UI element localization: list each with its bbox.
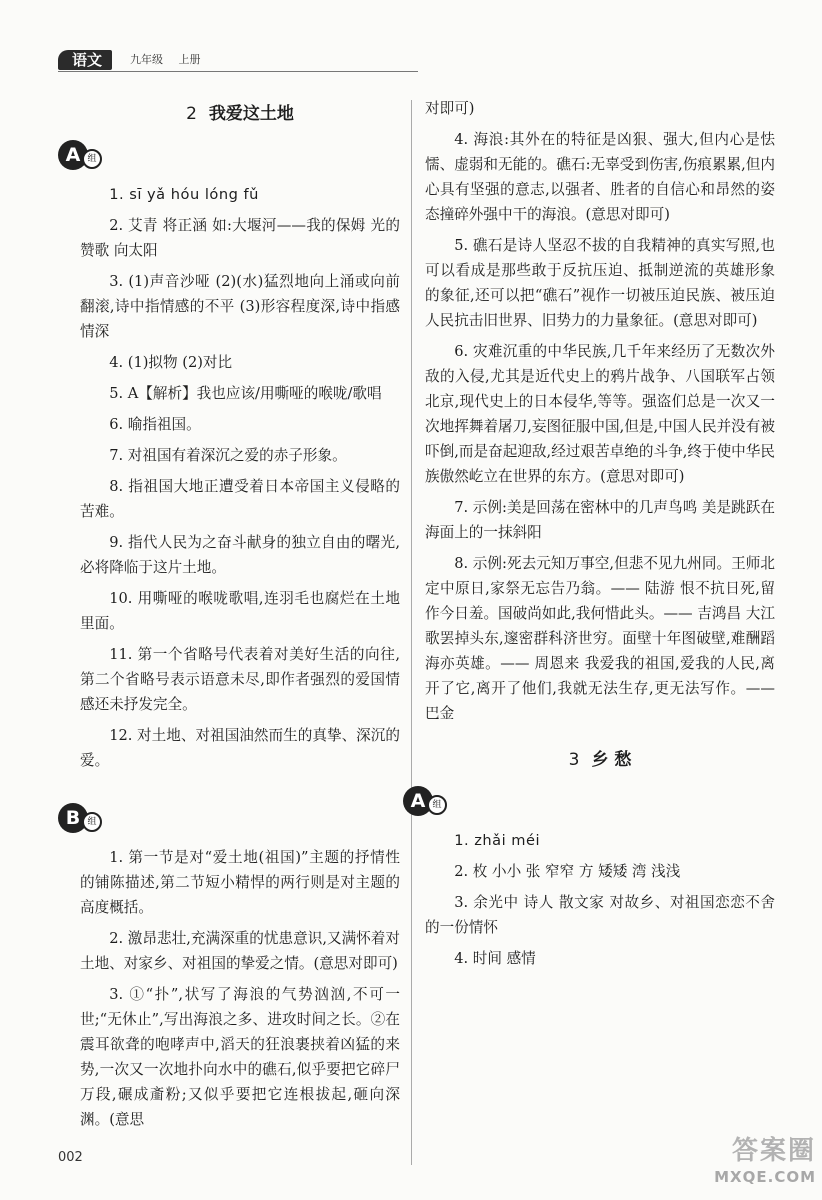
answer-item: 2. 激昂悲壮,充满深重的忧患意识,又满怀着对土地、对家乡、对祖国的挚爱之情。(意思对即可) xyxy=(80,930,400,972)
answer-item: 3. (1)声音沙哑 (2)(水)猛烈地向上涌或向前翻滚,诗中指情感的不平 (3)形容程度深,诗中指感情深 xyxy=(80,273,400,340)
grade-volume-label xyxy=(130,52,213,68)
section-title-text: 我爱这土地 xyxy=(208,104,294,124)
page-number: 002 xyxy=(58,1150,83,1165)
group-b-badge xyxy=(58,803,104,833)
group-a-badge xyxy=(403,786,449,816)
answer-item: 7. 对祖国有着深沉之爱的赤子形象。 xyxy=(109,447,347,464)
answer-item: 1. 第一节是对“爱土地(祖国)”主题的抒情性的铺陈描述,第二节短小精悍的两行则是对主题的高度概括。 xyxy=(80,849,400,916)
answer-item: 7. 示例:美是回荡在密林中的几声鸟鸣 美是跳跃在海面上的一抹斜阳 xyxy=(425,499,775,541)
answer-item: 3. ①“扑”,状写了海浪的气势汹汹,不可一世;“无休止”,写出海浪之多、进攻时间之长。②在震耳欲聋的咆哮声中,滔天的狂浪裹挟着凶猛的来势,一次又一次地扑向水中的礁石,似乎要把它碎尸万段,碾成齑粉;又似乎要把它连根拔起,砸向深渊。(意思 xyxy=(80,986,400,1128)
answer-continuation: 对即可) xyxy=(425,100,475,117)
column-divider xyxy=(411,100,412,1165)
running-header xyxy=(58,50,418,72)
group-a-badge xyxy=(58,140,104,170)
answer-item: 1. sī yǎ hóu lóng fǔ xyxy=(109,186,259,203)
section-number: 3 xyxy=(568,750,580,770)
answer-item: 6. 灾难沉重的中华民族,几千年来经历了无数次外敌的入侵,尤其是近代史上的鸦片战争、八国联军占领北京,现代史上的日本侵华,等等。强盗们总是一次又一次地挥舞着屠刀,妄图征服中国,但是,中国人民并没有被吓倒,而是奋起迎敌,经过艰苦卓绝的斗争,终于使中华民族傲然屹立在世界的东方。(意思对即可) xyxy=(425,343,775,485)
answer-item: 4. 时间 感情 xyxy=(454,950,536,967)
watermark-text: 答案圈 xyxy=(731,1136,816,1166)
grade-label: 九年级 xyxy=(130,53,163,66)
answer-item: 6. 喻指祖国。 xyxy=(109,416,201,433)
answer-item: 5. A【解析】我也应该/用嘶哑的喉咙/歌唱 xyxy=(109,385,382,402)
section-title-text: 乡 愁 xyxy=(591,750,632,770)
subject-label: 语文 xyxy=(58,50,112,70)
group-letter: A xyxy=(58,140,88,170)
volume-label: 上册 xyxy=(178,53,201,66)
group-letter: B xyxy=(58,803,88,833)
answer-item: 12. 对土地、对祖国油然而生的真挚、深沉的爱。 xyxy=(80,727,400,769)
section-title-3 xyxy=(425,748,775,772)
group-letter: A xyxy=(403,786,433,816)
answer-item: 2. 枚 小小 张 窄窄 方 矮矮 湾 浅浅 xyxy=(454,863,681,880)
header-rule xyxy=(58,71,418,72)
section-title-2 xyxy=(80,102,400,126)
right-column xyxy=(410,96,775,977)
section-number: 2 xyxy=(186,104,197,124)
answer-item: 4. 海浪:其外在的特征是凶狠、强大,但内心是怯懦、虚弱和无能的。礁石:无辜受到伤害,伤痕累累,但内心具有坚强的意志,以强者、胜者的自信心和昂然的姿态撞碎外强中干的海浪。(意思对即可) xyxy=(425,131,775,223)
answer-item: 11. 第一个省略号代表着对美好生活的向往,第二个省略号表示语意未尽,即作者强烈的爱国情感还未抒发完全。 xyxy=(80,646,400,713)
answer-item: 8. 示例:死去元知万事空,但悲不见九州同。王师北定中原日,家祭无忘告乃翁。—— 陆游 恨不抗日死,留作今日羞。国破尚如此,我何惜此头。—— 吉鸿昌 大江歌罢掉头东,邃密群科济世穷。面壁十年图破壁,难酬蹈海亦英雄。—— 周恩来 我爱我的祖国,爱我的人民,离开了它,离开了他们,我就无法生存,更无法写作。—— 巴金 xyxy=(425,555,775,722)
group-tag: 组 xyxy=(82,149,102,169)
left-column xyxy=(65,96,400,1138)
watermark-logo xyxy=(700,1135,816,1195)
answer-item: 2. 艾青 将正涵 如:大堰河——我的保姆 光的赞歌 向太阳 xyxy=(80,217,400,259)
watermark-url: MXQE.COM xyxy=(714,1168,816,1186)
answer-item: 3. 余光中 诗人 散文家 对故乡、对祖国恋恋不舍的一份情怀 xyxy=(425,894,775,936)
answer-item: 4. (1)拟物 (2)对比 xyxy=(109,354,233,371)
answer-item: 9. 指代人民为之奋斗献身的独立自由的曙光,必将降临于这片土地。 xyxy=(80,534,400,576)
group-tag: 组 xyxy=(82,812,102,832)
group-tag: 组 xyxy=(427,795,447,815)
answer-item: 5. 礁石是诗人坚忍不拔的自我精神的真实写照,也可以看成是那些敢于反抗压迫、抵制逆流的英雄形象的象征,还可以把“礁石”视作一切被压迫民族、被压迫人民抗击旧世界、旧势力的力量象征。(意思对即可) xyxy=(425,237,775,329)
answer-item: 10. 用嘶哑的喉咙歌唱,连羽毛也腐烂在土地里面。 xyxy=(80,590,400,632)
answer-item: 1. zhǎi méi xyxy=(454,832,541,849)
answer-item: 8. 指祖国大地正遭受着日本帝国主义侵略的苦难。 xyxy=(80,478,400,520)
